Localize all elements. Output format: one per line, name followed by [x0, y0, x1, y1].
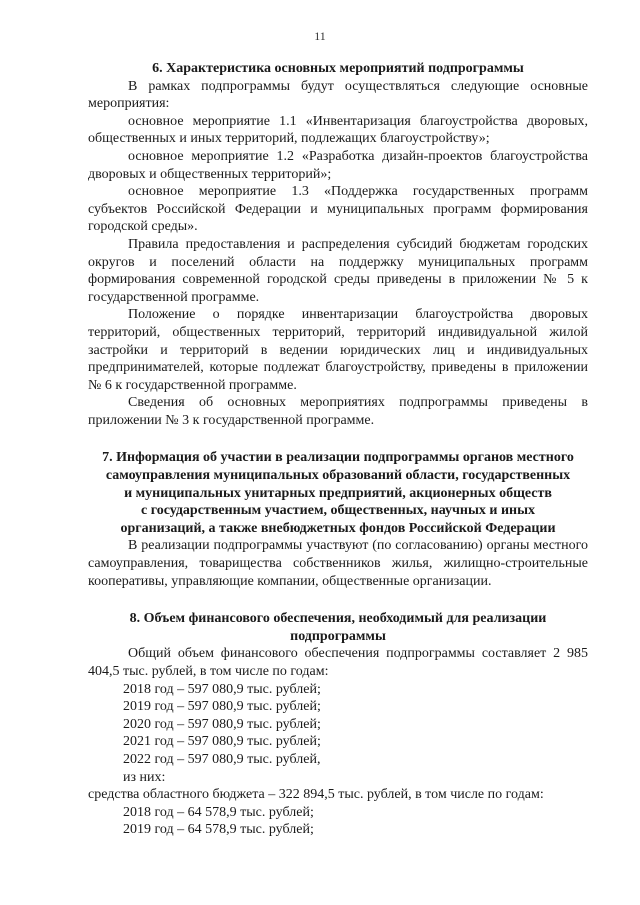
section-7-title-line: 7. Информация об участии в реализации подпрограммы органов местного	[102, 450, 574, 466]
section-7-paragraph: В реализации подпрограммы участвуют (по согласованию) органы местного самоуправления, товарищества собственников жилья, жилищно-строительные кооперативы, управляющие компании, общественные организации.	[88, 538, 588, 589]
section-8-title	[88, 610, 588, 645]
spacer	[88, 429, 588, 449]
section-7-title-line: организаций, а также внебюджетных фондов Российской Федерации	[120, 520, 556, 536]
section-8-paragraph: Общий объем финансового обеспечения подпрограммы составляет 2 985 404,5 тыс. рублей, в том числе по годам:	[88, 646, 588, 679]
section-6-title: 6. Характеристика основных мероприятий подпрограммы	[152, 61, 524, 76]
regional-budget-line: средства областного бюджета – 322 894,5 тыс. рублей, в том числе по годам:	[88, 787, 544, 803]
funding-year-item: 2022 год – 597 080,9 тыс. рублей,	[123, 751, 321, 767]
activity-1-2: основное мероприятие 1.2 «Разработка дизайн-проектов благоустройства дворовых и общественных территорий»;	[88, 148, 588, 182]
funding-year-item: 2020 год – 597 080,9 тыс. рублей;	[123, 716, 321, 732]
funding-by-year-list	[88, 681, 588, 839]
funding-year-item: 2019 год – 597 080,9 тыс. рублей;	[123, 699, 321, 715]
activity-1-1: основное мероприятие 1.1 «Инвентаризация благоустройства дворовых, общественных и иных территорий, подлежащих благоустройству»;	[88, 113, 588, 147]
section-6-intro: В рамках подпрограммы будут осуществляться следующие основные мероприятия:	[88, 78, 588, 112]
section-7-title	[88, 449, 588, 537]
section-8-title-line: подпрограммы	[290, 628, 386, 644]
funding-year-item: 2018 год – 597 080,9 тыс. рублей;	[123, 681, 321, 697]
section-7-title-line: и муниципальных унитарных предприятий, акционерных обществ	[124, 485, 552, 501]
section-7-title-line: с государственным участием, общественных, научных и иных	[140, 503, 536, 519]
section-8-title-line: 8. Объем финансового обеспечения, необходимый для реализации	[129, 611, 547, 627]
page-number: 11	[314, 29, 326, 43]
spacer	[88, 590, 588, 610]
activity-1-3: основное мероприятие 1.3 «Поддержка государственных программ субъектов Российской Федерации и муниципальных программ формирования городской среды».	[88, 184, 588, 235]
regional-year-item: 2018 год – 64 578,9 тыс. рублей;	[123, 804, 314, 820]
funding-year-item: 2021 год – 597 080,9 тыс. рублей;	[123, 734, 321, 750]
regional-year-item: 2019 год – 64 578,9 тыс. рублей;	[123, 822, 314, 838]
inventory-regulation-paragraph: Положение о порядке инвентаризации благоустройства дворовых территорий, общественных территорий, территорий индивидуальной жилой застройки и территорий в ведении юридических лиц и индивидуальных предпринимателей, которые подлежат благоустройству, приведены в приложении № 6 к государственной программе.	[88, 307, 588, 393]
subsidy-rules-paragraph: Правила предоставления и распределения субсидий бюджетам городских округов и поселений области на поддержку муниципальных программ формирования современной городской среды приведены в приложении № 5 к государственной программе.	[88, 236, 588, 305]
section-7-title-line: самоуправления муниципальных образований области, государственных	[105, 468, 571, 484]
of-them-label: из них:	[123, 769, 166, 785]
activities-info-paragraph: Сведения об основных мероприятиях подпрограммы приведены в приложении № 3 к государственной программе.	[88, 395, 588, 428]
document-body	[88, 60, 588, 839]
